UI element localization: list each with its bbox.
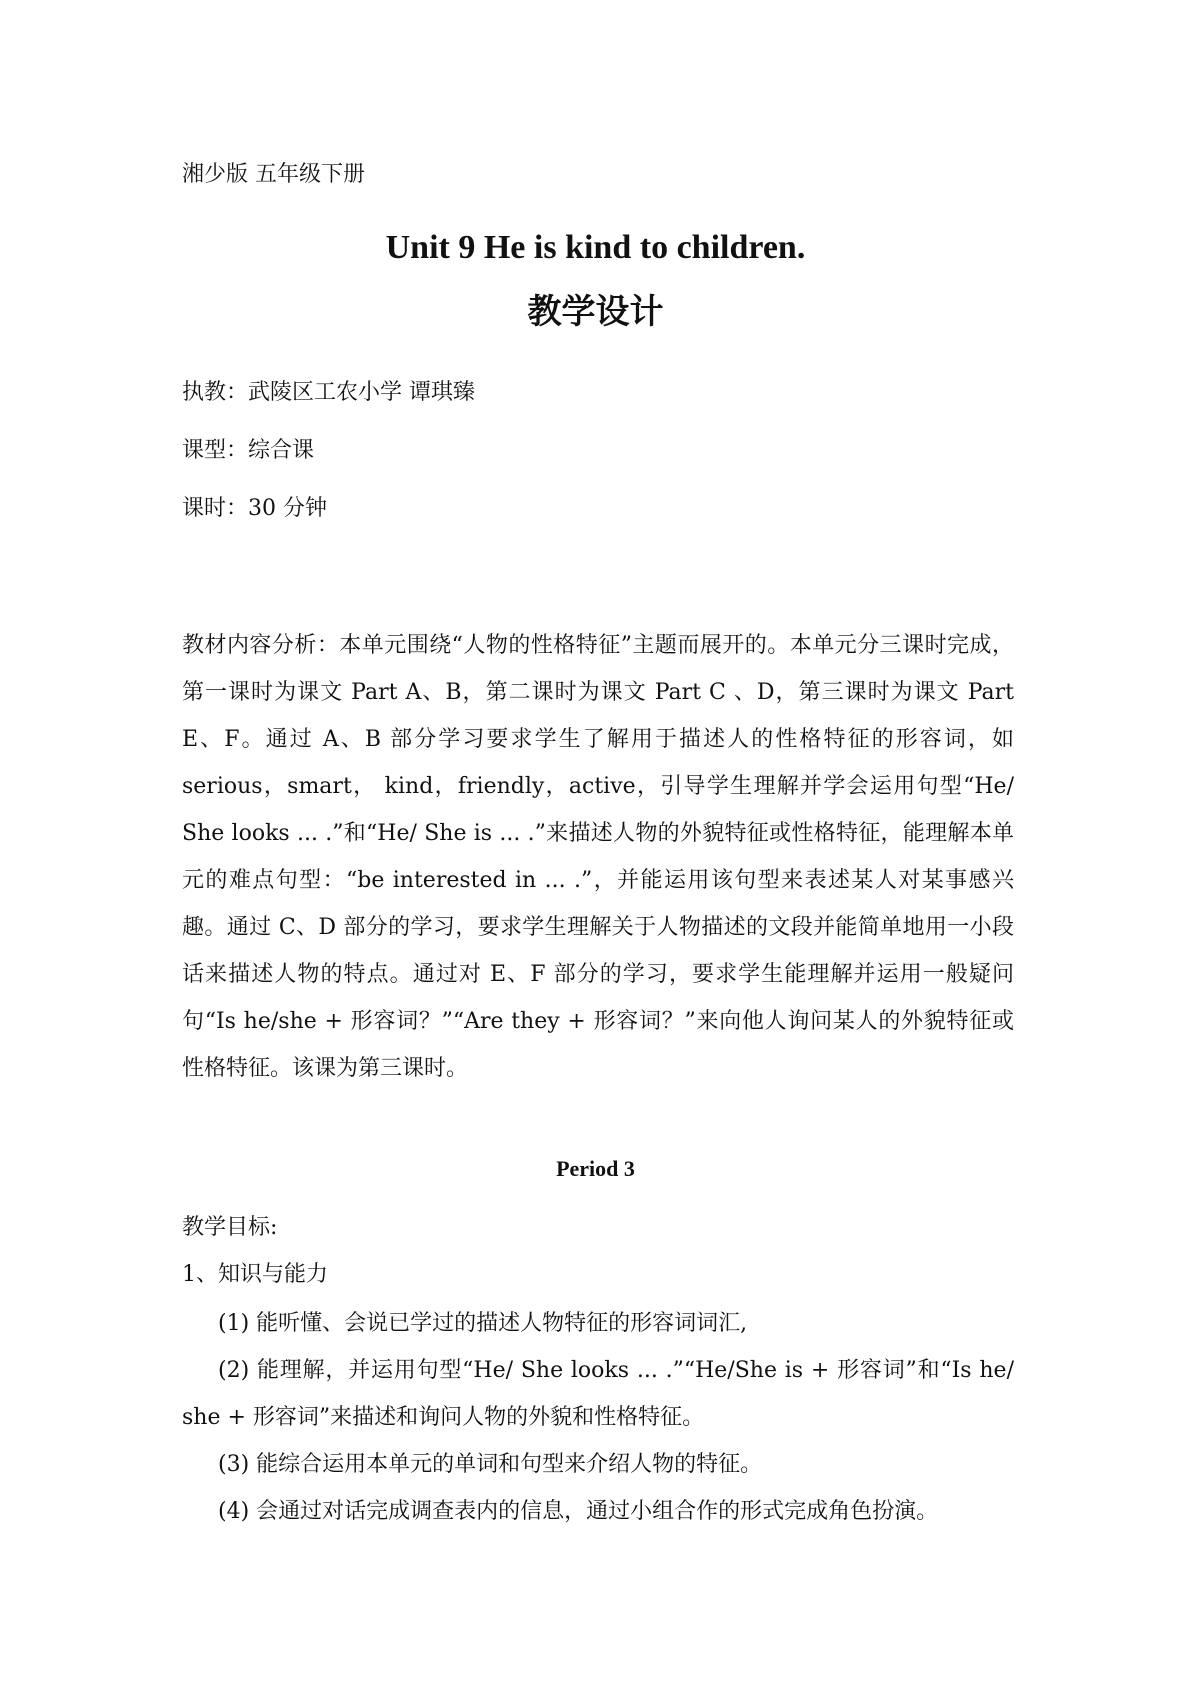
document-subtitle: 教学设计: [527, 292, 664, 332]
knowledge-ability-heading: 1、知识与能力: [182, 1262, 328, 1287]
teacher-line: 执教：武陵区工农小学 谭琪臻: [182, 380, 475, 405]
goal-item-3: (3) 能综合运用本单元的单词和句型来介绍人物的特征。: [218, 1452, 763, 1477]
goal-item-4: (4) 会通过对话完成调查表内的信息，通过小组合作的形式完成角色扮演。: [218, 1499, 939, 1524]
content-analysis-paragraph: 教材内容分析：本单元围绕“人物的性格特征”主题而展开的。本单元分三课时完成，第一课时为课文 Part A、B，第二课时为课文 Part C 、D，第三课时为课文 Part E、F。通过 A、B 部分学习要求学生了解用于描述人的性格特征的形容词，如 serious，smart， kind，friendly，active，引导学生理解并学会运用句型“He/ She looks ... .”和“He/ She is ... .”来描述人物的外貌特征或性格特征，能理解本单元的难点句型：“be interested in ... .”，并能运用该句型来表述某人对某事感兴趣。通过 C、D 部分的学习，要求学生理解关于人物描述的文段并能简单地用一小段话来描述人物的特点。通过对 E、F 部分的学习，要求学生能理解并运用一般疑问句“Is he/she + 形容词？”“Are they + 形容词？”来向他人询问某人的外貌特征或性格特征。该课为第三课时。: [182, 633, 1014, 1081]
teaching-goals-heading: 教学目标:: [182, 1215, 278, 1240]
duration-line: 课时：30 分钟: [182, 496, 327, 521]
lesson-type-line: 课型：综合课: [182, 438, 315, 463]
goal-item-2: (2) 能理解，并运用句型“He/ She looks ... .”“He/She is + 形容词”和“Is he/ she + 形容词”来描述和询问人物的外貌和性格特征。: [182, 1358, 1014, 1430]
period-title: Period 3: [556, 1156, 635, 1181]
goal-item-1: (1) 能听懂、会说已学过的描述人物特征的形容词词汇,: [218, 1311, 748, 1336]
unit-title: Unit 9 He is kind to children.: [385, 229, 806, 266]
publisher-line: 湘少版 五年级下册: [182, 162, 365, 187]
